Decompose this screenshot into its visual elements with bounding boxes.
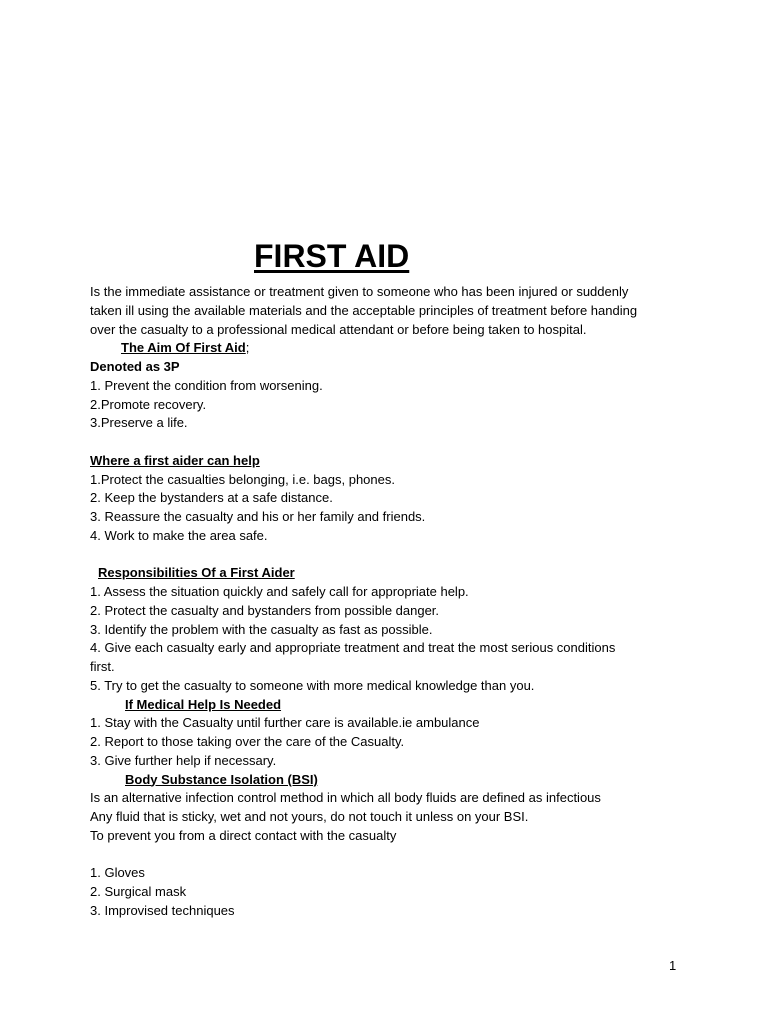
- blank-line: [90, 433, 690, 452]
- medical-help-item: 2. Report to those taking over the care of the Casualty.: [90, 734, 405, 749]
- bsi-heading-line: [90, 771, 690, 790]
- blank-line: [90, 846, 690, 865]
- aim-item: 2.Promote recovery.: [90, 396, 207, 412]
- bsi-paragraph: To prevent you from a direct contact with the casualty: [90, 827, 397, 843]
- where-help-item: 1.Protect the casualties belonging, i.e. bags, phones.: [90, 471, 395, 487]
- bsi-heading: Body Substance Isolation (BSI): [125, 771, 318, 787]
- aim-item: 1. Prevent the condition from worsening.: [90, 377, 323, 393]
- medical-help-item: 1. Stay with the Casualty until further care is available.ie ambulance: [90, 715, 480, 731]
- bsi-paragraph: Is an alternative infection control method in which all body fluids are defined as infectious: [90, 790, 601, 806]
- where-help-heading-line: [90, 452, 690, 471]
- where-help-item: 4. Work to make the area safe.: [90, 527, 268, 543]
- responsibilities-heading-line: [90, 564, 690, 583]
- bsi-item: 1. Gloves: [90, 865, 145, 881]
- document-body: [90, 283, 690, 921]
- medical-help-heading: If Medical Help Is Needed: [125, 696, 282, 712]
- where-help-item: 2. Keep the bystanders at a safe distance.: [90, 490, 333, 506]
- aim-heading-line: [90, 339, 690, 358]
- bsi-item: 3. Improvised techniques: [90, 902, 235, 918]
- responsibility-item: 5. Try to get the casualty to someone with more medical knowledge than you.: [90, 677, 535, 693]
- aim-heading: The Aim Of First Aid: [121, 340, 246, 356]
- medical-help-heading-line: [90, 696, 690, 715]
- responsibility-item: first.: [90, 659, 115, 674]
- responsibility-item: 4. Give each casualty early and appropriate treatment and treat the most serious conditions: [90, 640, 616, 656]
- bsi-item: 2. Surgical mask: [90, 884, 187, 899]
- responsibility-item: 2. Protect the casualty and bystanders from possible danger.: [90, 602, 440, 618]
- page-title: FIRST AID: [254, 238, 410, 274]
- intro-line: Is the immediate assistance or treatment given to someone who has been injured or suddenly: [90, 284, 629, 299]
- aim-heading-suffix: ;: [245, 340, 250, 356]
- intro-line: taken ill using the available materials and the acceptable principles of treatment before handing: [90, 302, 638, 318]
- responsibilities-heading: Responsibilities Of a First Aider: [98, 565, 295, 581]
- where-help-item: 3. Reassure the casualty and his or her family and friends.: [90, 509, 426, 524]
- aim-subheading: Denoted as 3P: [90, 359, 180, 374]
- responsibility-item: 3. Identify the problem with the casualty as fast as possible.: [90, 621, 433, 637]
- blank-line: [90, 546, 690, 565]
- responsibility-item: 1. Assess the situation quickly and safely call for appropriate help.: [90, 584, 469, 599]
- bsi-paragraph: Any fluid that is sticky, wet and not yours, do not touch it unless on your BSI.: [90, 809, 529, 824]
- aim-item: 3.Preserve a life.: [90, 415, 188, 431]
- intro-line: over the casualty to a professional medical attendant or before being taken to hospital.: [90, 321, 587, 337]
- where-help-heading: Where a first aider can help: [90, 452, 260, 468]
- medical-help-item: 3. Give further help if necessary.: [90, 752, 277, 768]
- page-number: 1: [669, 958, 677, 973]
